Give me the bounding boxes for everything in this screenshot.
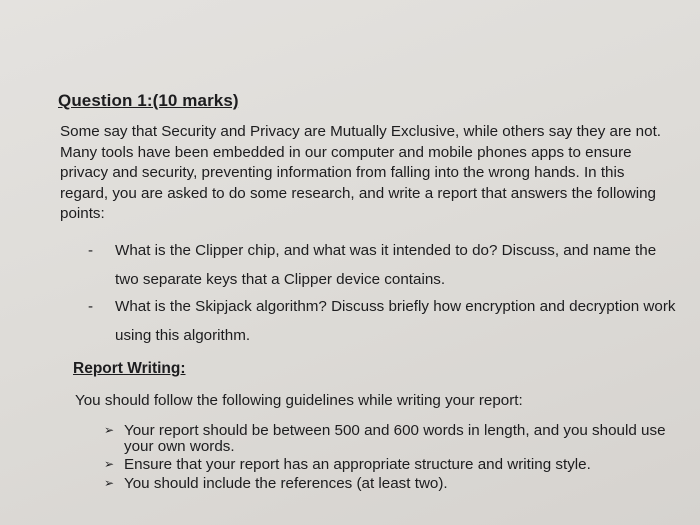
point-text: What is the Skipjack algorithm? Discuss briefly how encryption and decryption work using this algorithm. [115, 298, 676, 344]
point-text: What is the Clipper chip, and what was it intended to do? Discuss, and name the two separate keys that a Clipper device contains. [115, 242, 657, 288]
list-item [104, 423, 684, 454]
report-writing-title: Report Writing: [73, 360, 186, 377]
arrow-bullet-icon: ➢ [104, 423, 115, 437]
guidelines-list [104, 423, 684, 494]
list-item [88, 236, 678, 294]
dash-bullet-icon: - [88, 242, 94, 259]
list-item [104, 457, 684, 473]
report-writing-intro: You should follow the following guidelines while writing your report: [75, 392, 523, 409]
guideline-text: Ensure that your report has an appropriate structure and writing style. [124, 456, 591, 473]
dash-bullet-icon: - [88, 298, 94, 315]
list-item [104, 476, 684, 492]
list-item [88, 292, 678, 350]
guideline-text: You should include the references (at least two). [124, 474, 448, 492]
question-title: Question 1:(10 marks) [58, 91, 239, 110]
arrow-bullet-icon: ➢ [104, 475, 115, 490]
question-intro: Some say that Security and Privacy are Mutually Exclusive, while others say they are not. Many tools have been embedded in our computer and mobile phones apps to ensure privacy and security, preventing information from falling into the wrong hands. In this regard, you are asked to do some research, and write a report that answers the following points: [60, 123, 662, 222]
question-points-list [88, 236, 678, 348]
guideline-text: Your report should be between 500 and 600 words in length, and you should use your own words. [124, 422, 666, 455]
arrow-bullet-icon: ➢ [104, 457, 115, 471]
